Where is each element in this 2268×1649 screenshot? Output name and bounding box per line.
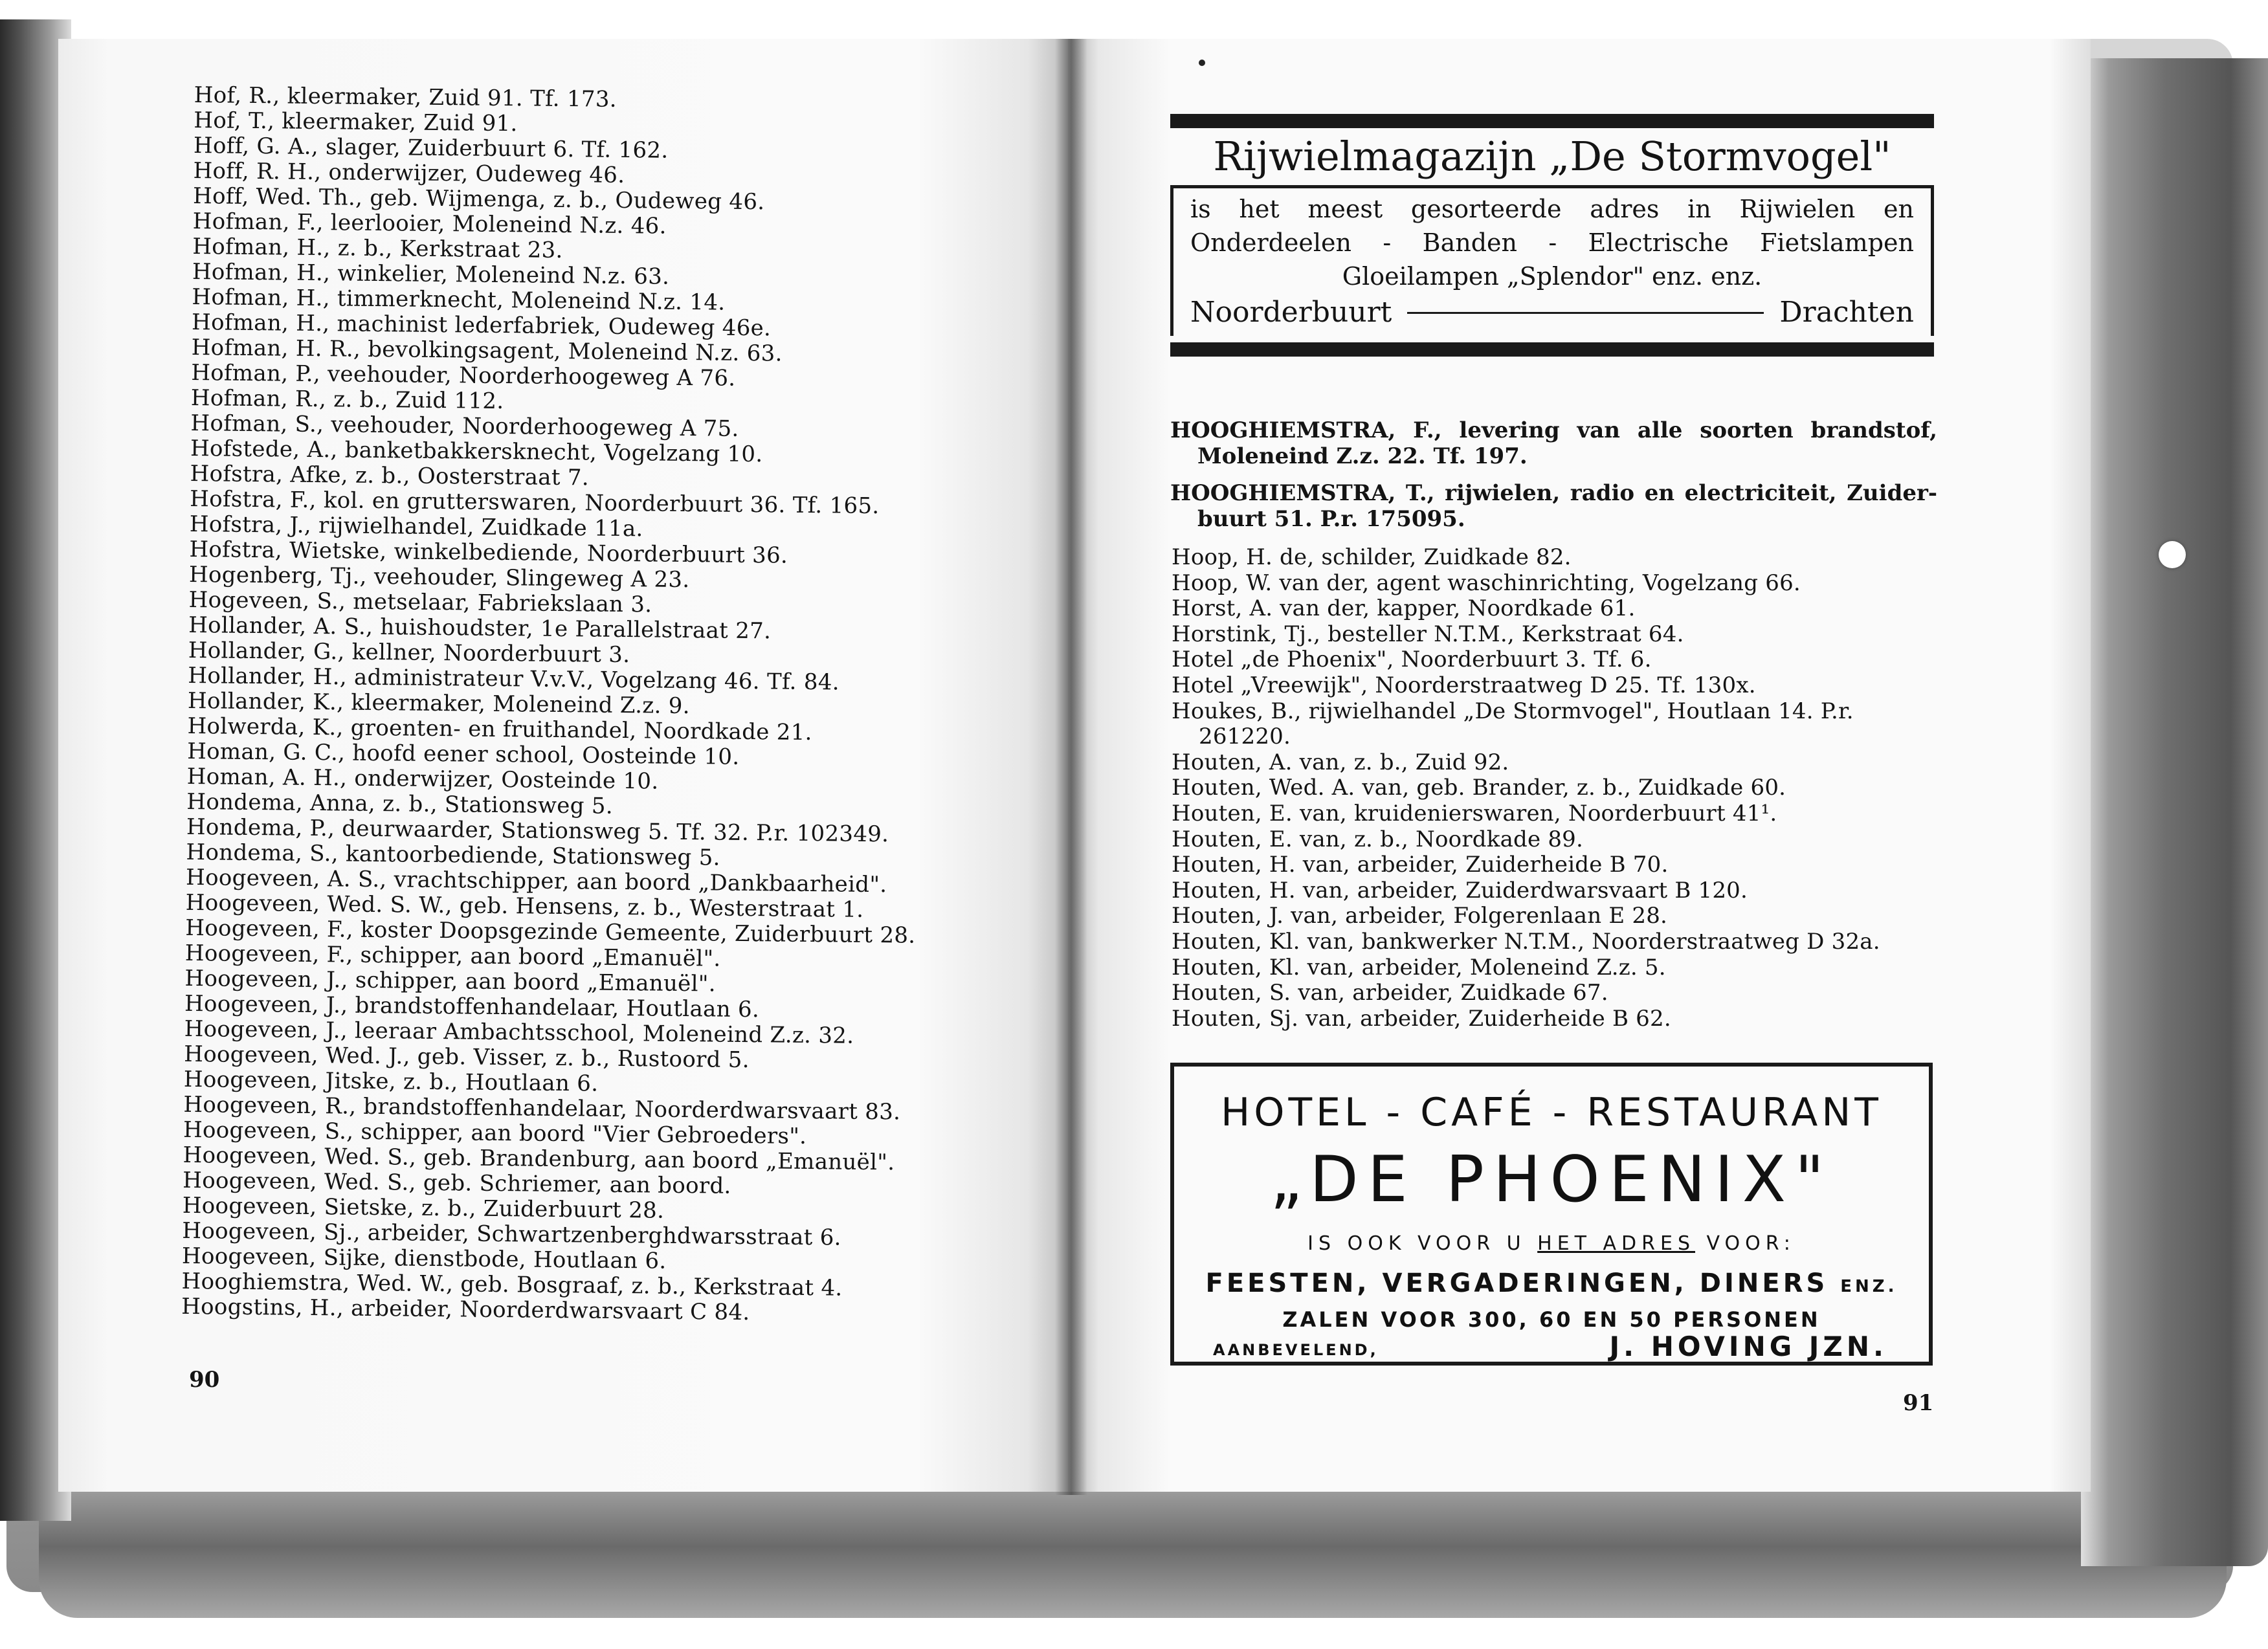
directory-entry: Houten, S. van, arbeider, Zuidkade 67.: [1172, 980, 1608, 1006]
directory-entry: Hoogeveen, Sj., arbeider, Schwartzenberghdwarsstraat 6.: [182, 1217, 841, 1251]
directory-entry: Hoogeveen, F., schipper, aan boord „Emanuël".: [184, 940, 721, 972]
advert-heading: HOTEL - CAFÉ - RESTAURANT: [1221, 1090, 1882, 1135]
directory-entry: Hondema, P., deurwaarder, Stationsweg 5. Tf. 32. P.r. 102349.: [186, 813, 889, 848]
directory-entry: Hoff, Wed. Th., geb. Wijmenga, z. b., Oudeweg 46.: [192, 183, 765, 216]
bold-entry-line: Moleneind Z.z. 22. Tf. 197.: [1197, 443, 1528, 469]
directory-entry: Hoogeveen, Sietske, z. b., Zuiderbuurt 28.: [182, 1192, 665, 1224]
directory-entry: Hofstra, J., rijwielhandel, Zuidkade 11a.: [189, 511, 643, 542]
advert-location-left: Noorderbuurt: [1190, 296, 1392, 329]
advert-tagline-part: IS OOK VOOR U: [1307, 1232, 1526, 1255]
directory-entry: Hofstra, Afke, z. b., Oosterstraat 7.: [190, 460, 590, 491]
directory-entry: Hoogeveen, Jitske, z. b., Houtlaan 6.: [183, 1066, 599, 1097]
advert-line: Onderdeelen - Banden - Electrische Fietslampen: [1190, 228, 1914, 257]
directory-entry: Holwerda, K., groenten- en fruithandel, Noordkade 21.: [187, 713, 812, 746]
directory-entry: Hoop, H. de, schilder, Zuidkade 82.: [1172, 544, 1572, 570]
directory-entry: Hofman, F., leerlooier, Moleneind N.z. 46.: [192, 208, 667, 239]
directory-entry: Hofman, P., veehouder, Noorderhoogeweg A 76.: [191, 359, 736, 392]
directory-entry: Hoogeveen, F., koster Doopsgezinde Gemeente, Zuiderbuurt 28.: [185, 914, 916, 949]
directory-entry: Hofman, H., machinist lederfabriek, Oudeweg 46e.: [191, 309, 772, 342]
advert-hotel-name: „DE PHOENIX": [1269, 1143, 1834, 1217]
advert-title: Rijwielmagazijn „De Stormvogel": [1213, 133, 1891, 180]
bold-entry-line: HOOGHIEMSTRA, F., levering van alle soorten brandstof,: [1170, 417, 1937, 443]
advert-tagline-underlined: HET ADRES: [1537, 1232, 1695, 1255]
bold-entry-line: HOOGHIEMSTRA, T., rijwielen, radio en electriciteit, Zuider-: [1170, 480, 1937, 506]
directory-entry: Hofstra, Wietske, winkelbediende, Noorderbuurt 36.: [189, 536, 788, 569]
directory-entry: Hoogeveen, Wed. S., geb. Brandenburg, aan boord „Emanuël".: [183, 1142, 895, 1176]
directory-entry: Hogenberg, Tj., veehouder, Slingeweg A 23.: [188, 561, 690, 593]
directory-entry: Hollander, A. S., huishoudster, 1e Parallelstraat 27.: [188, 612, 772, 645]
directory-entry: Houten, H. van, arbeider, Zuiderdwarsvaart B 120.: [1172, 877, 1748, 903]
advert-tagline-part: VOOR:: [1706, 1232, 1796, 1255]
advert-rule: [1407, 312, 1764, 314]
advert-location-right: Drachten: [1779, 296, 1914, 329]
directory-entry: Hoogeveen, Sijke, dienstbode, Houtlaan 6.: [181, 1243, 667, 1274]
directory-entry: Hollander, H., administrateur V.v.V., Vogelzang 46. Tf. 84.: [188, 662, 840, 696]
advert-line: Gloeilampen „Splendor" enz. enz.: [1342, 262, 1762, 291]
directory-entry: Horstink, Tj., besteller N.T.M., Kerkstraat 64.: [1172, 621, 1684, 647]
advert-proprietor: J. HOVING JZN.: [1609, 1331, 1887, 1362]
ink-dot: [1199, 60, 1205, 66]
directory-entry: Hofman, S., veehouder, Noorderhoogeweg A 75.: [190, 410, 739, 442]
advert-tagline: [1174, 1232, 1929, 1255]
stormvogel-advert: [1170, 114, 1934, 357]
bold-directory-entry: [1170, 417, 1937, 469]
book-right-edge: [2081, 58, 2268, 1566]
left-directory-list: [181, 83, 1003, 1328]
advert-recommended: AANBEVELEND,: [1213, 1341, 1379, 1359]
directory-entry: Hoff, G. A., slager, Zuiderbuurt 6. Tf. 162.: [193, 132, 669, 164]
directory-entry: Hoogeveen, Wed. S., geb. Schriemer, aan boord.: [183, 1167, 731, 1199]
directory-entry: Hondema, Anna, z. b., Stationsweg 5.: [186, 788, 614, 819]
directory-entry: Houten, H. van, arbeider, Zuiderheide B 70.: [1172, 852, 1669, 878]
advert-services: [1174, 1268, 1929, 1298]
directory-entry: Houkes, B., rijwielhandel „De Stormvogel", Houtlaan 14. P.r.: [1172, 698, 1854, 724]
directory-entry: Hollander, G., kellner, Noorderbuurt 3.: [188, 637, 630, 669]
directory-entry: Homan, G. C., hoofd eener school, Oosteinde 10.: [186, 738, 740, 770]
directory-entry: Hoogeveen, A. S., vrachtschipper, aan boord „Dankbaarheid".: [185, 864, 887, 898]
directory-entry: Hoogeveen, S., schipper, aan boord "Vier Gebroeders".: [183, 1116, 807, 1149]
directory-entry: Houten, Wed. A. van, geb. Brander, z. b., Zuidkade 60.: [1172, 775, 1786, 801]
advert-box: [1170, 185, 1934, 336]
directory-entry: Houten, Kl. van, bankwerker N.T.M., Noorderstraatweg D 32a.: [1172, 928, 1880, 955]
right-directory-list: [1172, 545, 1942, 1032]
directory-entry: Houten, Kl. van, arbeider, Moleneind Z.z. 5.: [1172, 954, 1666, 980]
page-number-right: 91: [1903, 1390, 1934, 1416]
advert-footer: [1190, 293, 1914, 336]
bold-entry-line: buurt 51. P.r. 175095.: [1197, 506, 1465, 532]
directory-entry: Hogeveen, S., metselaar, Fabriekslaan 3.: [188, 586, 652, 618]
directory-entry: Hondema, S., kantoorbediende, Stationsweg 5.: [186, 839, 720, 871]
directory-entry: Hof, T., kleermaker, Zuid 91.: [194, 107, 518, 137]
advert-top-bar: [1170, 114, 1934, 128]
book-bottom-edge: [39, 1489, 2227, 1618]
directory-entry: Hofman, H., z. b., Kerkstraat 23.: [192, 233, 563, 263]
directory-entry: Hoogeveen, J., leeraar Ambachtsschool, Moleneind Z.z. 32.: [184, 1015, 854, 1049]
directory-entry: Hofstra, F., kol. en grutterswaren, Noorderbuurt 36. Tf. 165.: [190, 485, 880, 520]
phoenix-advert: [1170, 1063, 1933, 1366]
directory-entry: Hoogeveen, Wed. J., geb. Visser, z. b., Rustoord 5.: [184, 1041, 750, 1074]
directory-entry: Hotel „de Phoenix", Noorderbuurt 3. Tf. 6.: [1172, 647, 1652, 673]
advert-halls: ZALEN VOOR 300, 60 EN 50 PERSONEN: [1282, 1307, 1821, 1332]
directory-entry: Houten, E. van, kruidenierswaren, Noorderbuurt 41¹.: [1172, 800, 1777, 826]
directory-entry: Hoogeveen, J., brandstoffenhandelaar, Houtlaan 6.: [184, 990, 760, 1023]
directory-entry: Hoogstins, H., arbeider, Noorderdwarsvaart C 84.: [181, 1293, 750, 1326]
directory-entry: Houten, E. van, z. b., Noordkade 89.: [1172, 826, 1584, 852]
directory-entry: Hoogeveen, R., brandstoffenhandelaar, Noorderdwarsvaart 83.: [183, 1091, 901, 1125]
directory-entry: Hofman, H., winkelier, Moleneind N.z. 63.: [192, 258, 670, 290]
directory-entry: Hooghiemstra, Wed. W., geb. Bosgraaf, z. b., Kerkstraat 4.: [181, 1268, 843, 1301]
directory-entry: Hoop, W. van der, agent waschinrichting, Vogelzang 66.: [1172, 570, 1801, 596]
directory-entry: Hofman, R., z. b., Zuid 112.: [190, 384, 504, 415]
book-gutter: [1055, 39, 1087, 1495]
directory-entry: Horst, A. van der, kapper, Noordkade 61.: [1172, 595, 1636, 622]
directory-entry: 261220.: [1199, 724, 1291, 750]
advert-services-suffix: ENZ.: [1840, 1277, 1898, 1296]
directory-entry: Hoogeveen, J., schipper, aan boord „Emanuël".: [184, 965, 717, 997]
bold-directory-entry: [1170, 480, 1937, 532]
directory-entry: Houten, Sj. van, arbeider, Zuiderheide B 62.: [1172, 1005, 1671, 1032]
directory-entry: Hofstede, A., banketbakkersknecht, Vogelzang 10.: [190, 435, 763, 468]
directory-entry: Hof, R., kleermaker, Zuid 91. Tf. 173.: [194, 82, 617, 113]
directory-entry: Hoogeveen, Wed. S. W., geb. Hensens, z. b., Westerstraat 1.: [185, 889, 864, 923]
advert-line: is het meest gesorteerde adres in Rijwielen en: [1190, 195, 1914, 223]
directory-entry: Houten, A. van, z. b., Zuid 92.: [1172, 749, 1509, 775]
advert-bottom-bar: [1170, 342, 1934, 357]
directory-entry: Hollander, K., kleermaker, Moleneind Z.z. 9.: [187, 687, 691, 720]
directory-entry: Hoff, R. H., onderwijzer, Oudeweg 46.: [193, 157, 625, 188]
directory-entry: Homan, A. H., onderwijzer, Oosteinde 10.: [186, 763, 659, 795]
advert-services-text: FEESTEN, VERGADERINGEN, DINERS: [1205, 1268, 1829, 1298]
punch-hole: [2159, 541, 2186, 568]
directory-entry: Hofman, H., timmerknecht, Moleneind N.z. 14.: [192, 283, 726, 316]
directory-entry: Hotel „Vreewijk", Noorderstraatweg D 25. Tf. 130x.: [1172, 672, 1756, 698]
page-number-left: 90: [189, 1367, 220, 1393]
directory-entry: Hofman, H. R., bevolkingsagent, Moleneind N.z. 63.: [191, 334, 783, 367]
directory-entry: Houten, J. van, arbeider, Folgerenlaan E 28.: [1172, 903, 1668, 929]
